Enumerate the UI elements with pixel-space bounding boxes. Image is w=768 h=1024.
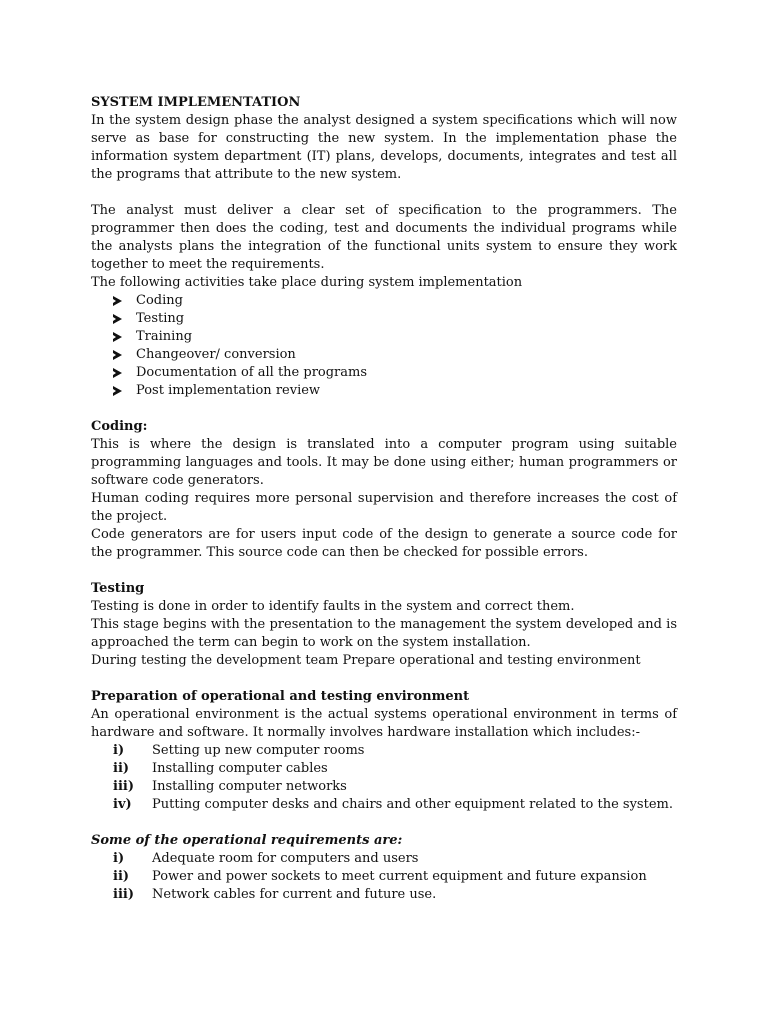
activities-list: [91, 292, 677, 400]
list-item: i) Setting up new computer rooms: [113, 743, 365, 758]
list-item: Documentation of all the programs: [91, 364, 677, 382]
arrow-bullet-icon: [113, 332, 122, 342]
list-item: Testing: [91, 310, 677, 328]
list-item: i) Adequate room for computers and users: [113, 851, 419, 866]
list-item: Changeover/ conversion: [91, 346, 677, 364]
requirements-list: [91, 850, 677, 904]
arrow-bullet-icon: [113, 350, 122, 360]
list-item: ii) Power and power sockets to meet current equipment and future expansion: [113, 869, 647, 884]
testing-paragraph-3: During testing the development team Prepare operational and testing environment: [91, 653, 641, 668]
list-item: Training: [91, 328, 677, 346]
coding-paragraph-2: Human coding requires more personal supervision and therefore increases the cost of the project.: [91, 491, 677, 524]
document-title: SYSTEM IMPLEMENTATION: [91, 95, 301, 110]
list-item: iii) Installing computer networks: [113, 779, 347, 794]
list-item: iv) Putting computer desks and chairs and other equipment related to the system.: [113, 797, 673, 812]
coding-paragraph-1: This is where the design is translated into a computer program using suitable programming languages and tools. It may be done using either; human programmers or software code generators.: [91, 437, 677, 488]
arrow-bullet-icon: [113, 386, 122, 396]
list-item: iii) Network cables for current and future use.: [113, 887, 437, 902]
installation-list: [91, 742, 677, 814]
list-item: ii) Installing computer cables: [113, 761, 328, 776]
intro-paragraph-1: In the system design phase the analyst designed a system specifications which will now serve as base for constructing the new system. In the implementation phase the information system department (IT) plans, develops, documents, integrates and test all the programs that attribute to the new system.: [91, 113, 677, 182]
testing-heading: Testing: [91, 581, 145, 596]
testing-paragraph-1: Testing is done in order to identify faults in the system and correct them.: [91, 599, 575, 614]
list-item: Coding: [91, 292, 677, 310]
requirements-heading: Some of the operational requirements are:: [91, 833, 403, 848]
preparation-paragraph: An operational environment is the actual systems operational environment in terms of hardware and software. It normally involves hardware installation which includes:-: [91, 707, 677, 740]
intro-paragraph-2: The analyst must deliver a clear set of specification to the programmers. The programmer then does the coding, test and documents the individual programs while the analysts plans the integration of the functional units system to ensure they work together to meet the requirements.: [91, 203, 677, 272]
coding-paragraph-3: Code generators are for users input code of the design to generate a source code for the programmer. This source code can then be checked for possible errors.: [91, 527, 677, 560]
coding-heading: Coding:: [91, 419, 148, 434]
testing-paragraph-2: This stage begins with the presentation to the management the system developed and is approached the term can begin to work on the system installation.: [91, 617, 677, 650]
arrow-bullet-icon: [113, 368, 122, 378]
activities-intro: The following activities take place during system implementation: [91, 275, 523, 290]
preparation-heading: Preparation of operational and testing environment: [91, 689, 470, 704]
arrow-bullet-icon: [113, 296, 122, 306]
list-item: Post implementation review: [91, 382, 677, 400]
arrow-bullet-icon: [113, 314, 122, 324]
